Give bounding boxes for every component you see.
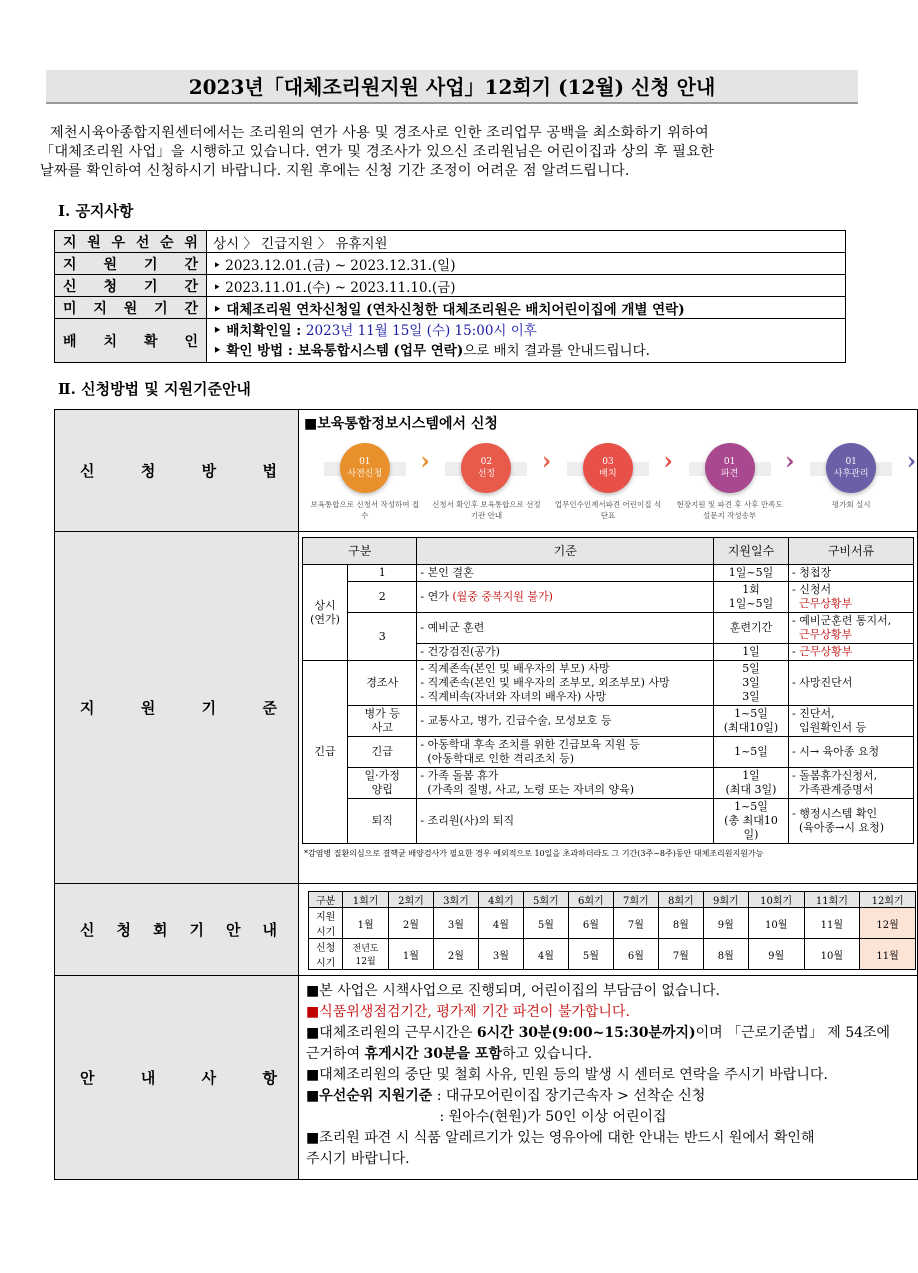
sub-cell: 3 — [348, 613, 417, 661]
schedule-header-cell: 4회기 — [478, 892, 523, 908]
header-category: 구분 — [303, 538, 417, 565]
criteria-cell: - 가족 돌봄 휴가 (가족의 질병, 사고, 노령 또는 자녀의 양육) — [417, 768, 714, 799]
schedule-cell: 11월 — [804, 908, 860, 939]
schedule-cell: 5월 — [568, 939, 613, 970]
note-item-cont: 주시기 바랍니다. — [306, 1151, 410, 1167]
schedule-header-cell: 6회기 — [568, 892, 613, 908]
days-cell: 1회 1일~5일 — [714, 582, 789, 613]
notice-label: 미 지 원 기 간 — [55, 297, 207, 319]
days-cell: 1~5일 (총 최대10일) — [714, 799, 789, 844]
guide-table — [54, 409, 918, 1180]
process-step — [675, 443, 795, 521]
criteria-row — [303, 799, 914, 844]
criteria-row — [303, 582, 914, 613]
schedule-cell: 3월 — [478, 939, 523, 970]
notice-label: 신 청 기 간 — [55, 275, 207, 297]
notice-value: ‣ 2023.11.01.(수) ~ 2023.11.10.(금) — [207, 275, 846, 297]
days-cell: 1일 — [714, 644, 789, 661]
step-description: 신청서 확인후 보육통합으로 선정기관 안내 — [432, 500, 541, 520]
sub-cell: 경조사 — [348, 661, 417, 706]
notice-value: 상시 〉 긴급지원 〉 유휴지원 — [207, 231, 846, 253]
sub-cell: 일·가정 양립 — [348, 768, 417, 799]
process-step — [431, 443, 552, 521]
docs-cell: - 돌봄휴가신청서, 가족관계증명서 — [789, 768, 914, 799]
docs-cell: - 예비군훈련 통지서, 근무상황부 — [789, 613, 914, 644]
notes-label: 안 내 사 항 — [55, 976, 299, 1180]
sub-cell: 1 — [348, 565, 417, 582]
schedule-header-cell: 1회기 — [343, 892, 389, 908]
schedule-cell: 11월 — [860, 939, 916, 970]
schedule-cell: 9월 — [703, 908, 748, 939]
chevron-right-icon: › — [784, 446, 795, 475]
schedule-header-cell: 구분 — [309, 892, 343, 908]
schedule-cell: 9월 — [748, 939, 804, 970]
criteria-row — [303, 565, 914, 582]
schedule-cell: 7월 — [658, 939, 703, 970]
criteria-row — [303, 737, 914, 768]
schedule-header-cell: 7회기 — [613, 892, 658, 908]
docs-cell: - 진단서, 입원확인서 등 — [789, 706, 914, 737]
criteria-cell: - 건강검진(공가) — [417, 644, 714, 661]
note-item: ■우선순위 지원기준 : 대규모어린이집 장기근속자 > 선착순 신청 — [306, 1088, 706, 1104]
header-days: 지원일수 — [714, 538, 789, 565]
schedule-header-cell: 5회기 — [523, 892, 568, 908]
days-cell: 1~5일 — [714, 737, 789, 768]
sub-cell: 2 — [348, 582, 417, 613]
schedule-cell: 12월 — [860, 908, 916, 939]
notice-value: ‣ 대체조리원 연차신청일 (연차신청한 대체조리원은 배치어린이집에 개별 연락) — [207, 297, 846, 319]
category-cell: 상시 (연가) — [303, 565, 348, 661]
criteria-cell: - 연가 (월중 중복지원 불가) — [417, 582, 714, 613]
criteria-cell: - 예비군 훈련 — [417, 613, 714, 644]
schedule-header-cell: 11회기 — [804, 892, 860, 908]
days-cell: 1일 (최대 3일) — [714, 768, 789, 799]
docs-cell: - 시→ 육아종 요청 — [789, 737, 914, 768]
note-item: ■대체조리원의 근무시간은 6시간 30분(9:00~15:30분까지)이며 「근로기준법」 제 54조에 — [306, 1025, 891, 1041]
schedule-cell: 전년도 12월 — [343, 939, 389, 970]
process-step — [796, 443, 917, 521]
criteria-cell: - 아동학대 후속 조치를 위한 긴급보육 지원 등 (아동학대로 인한 격리조치 등) — [417, 737, 714, 768]
process-step — [553, 443, 673, 521]
criteria-table — [302, 537, 914, 844]
header-docs: 구비서류 — [789, 538, 914, 565]
schedule-header-cell: 9회기 — [703, 892, 748, 908]
intro-text: 제천시육아종합지원센터에서는 조리원의 연가 사용 및 경조사로 인한 조리업무 공백을 최소화하기 위하여 「대체조리원 사업」을 시행하고 있습니다. 연가 및 경조사가 있으신 조리원님은 어린이집과 상의 후 필요한 날짜를 확인하여 신청하시기 바랍니다. 지원 후에는 신청 기간 조정이 어려운 점 알려드립니다. — [40, 125, 715, 179]
notice-label: 지 원 우 선 순 위 — [55, 231, 207, 253]
criteria-row — [303, 706, 914, 737]
schedule-cell: 1월 — [388, 939, 433, 970]
process-step — [310, 443, 430, 521]
method-title: ■보육통합정보시스템에서 신청 — [304, 416, 498, 432]
notice-table — [54, 230, 846, 363]
step-circle: 01 사후관리 — [826, 443, 876, 493]
chevron-right-icon: › — [541, 446, 552, 475]
step-circle: 03 배치 — [583, 443, 633, 493]
days-cell: 1~5일 (최대10일) — [714, 706, 789, 737]
note-item-cont: : 원아수(현원)가 50인 이상 어린이집 — [306, 1109, 667, 1125]
schedule-support-row — [309, 908, 916, 939]
schedule-cell: 4월 — [478, 908, 523, 939]
note-item: ■대체조리원의 중단 및 철회 사유, 민원 등의 발생 시 센터로 연락을 주시기 바랍니다. — [306, 1067, 828, 1083]
schedule-cell: 2월 — [433, 939, 478, 970]
days-cell: 훈련기간 — [714, 613, 789, 644]
criteria-row — [303, 613, 914, 644]
notes-list — [300, 977, 916, 1170]
schedule-cell: 10월 — [804, 939, 860, 970]
schedule-row-label: 지원 시기 — [309, 908, 343, 939]
criteria-cell: - 본인 결혼 — [417, 565, 714, 582]
docs-cell: - 사망진단서 — [789, 661, 914, 706]
schedule-cell: 5월 — [523, 908, 568, 939]
process-steps — [300, 443, 916, 521]
schedule-row-label: 신청 시기 — [309, 939, 343, 970]
docs-cell: - 행정시스템 확인 (육아종→시 요청) — [789, 799, 914, 844]
schedule-header-cell: 8회기 — [658, 892, 703, 908]
criteria-cell: - 조리원(사)의 퇴직 — [417, 799, 714, 844]
docs-cell: - 근무상황부 — [789, 644, 914, 661]
step-description: 업무인수인계서파견 어린이집 식단표 — [554, 500, 662, 520]
docs-cell: - 신청서 근무상황부 — [789, 582, 914, 613]
section-1-title: Ⅰ. 공지사항 — [58, 202, 134, 220]
method-label: 신 청 방 법 — [55, 410, 299, 532]
chevron-right-icon: › — [906, 446, 917, 475]
notice-value: ‣ 2023.12.01.(금) ~ 2023.12.31.(일) — [207, 253, 846, 275]
step-circle: 01 파견 — [705, 443, 755, 493]
criteria-cell: - 교통사고, 병가, 긴급수술, 모성보호 등 — [417, 706, 714, 737]
days-cell: 5일 3일 3일 — [714, 661, 789, 706]
note-item: ■조리원 파견 시 식품 알레르기가 있는 영유아에 대한 안내는 반드시 원에서 확인해 — [306, 1130, 815, 1146]
notice-label: 지 원 기 간 — [55, 253, 207, 275]
schedule-header-cell: 2회기 — [388, 892, 433, 908]
notice-row — [55, 253, 846, 275]
criteria-row — [303, 768, 914, 799]
category-cell: 긴급 — [303, 661, 348, 844]
step-circle: 02 선정 — [461, 443, 511, 493]
note-item-cont: 근거하여 휴게시간 30분을 포함하고 있습니다. — [306, 1046, 593, 1062]
sub-cell: 긴급 — [348, 737, 417, 768]
notice-row — [55, 297, 846, 319]
days-cell: 1일~5일 — [714, 565, 789, 582]
chevron-right-icon: › — [663, 446, 673, 475]
schedule-cell: 6월 — [613, 939, 658, 970]
step-description: 현장지원 및 파견 후 사후 만족도 설문지 작성송부 — [676, 500, 783, 520]
schedule-header-cell: 10회기 — [748, 892, 804, 908]
schedule-cell: 4월 — [523, 939, 568, 970]
schedule-cell: 1월 — [343, 908, 389, 939]
notice-value: ‣ 배치확인일 : 2023년 11월 15일 (수) 15:00시 이후 ‣ 확인 방법 : 보육통합시스템 (업무 연락)으로 배치 결과를 안내드립니다. — [207, 319, 846, 363]
notice-label: 배 치 확 인 — [55, 319, 207, 363]
criteria-cell: - 직계존속(본인 및 배우자의 부모) 사망 - 직계존속(본인 및 배우자의 조부모, 외조부모) 사망 - 직계비속(자녀와 자녀의 배우자) 사망 — [417, 661, 714, 706]
schedule-cell: 10월 — [748, 908, 804, 939]
criteria-row — [303, 661, 914, 706]
schedule-cell: 2월 — [388, 908, 433, 939]
notice-row — [55, 231, 846, 253]
schedule-apply-row — [309, 939, 916, 970]
step-circle: 01 사전신청 — [340, 443, 390, 493]
chevron-right-icon: › — [420, 446, 430, 475]
notice-row — [55, 275, 846, 297]
schedule-cell: 7월 — [613, 908, 658, 939]
header-criteria: 기준 — [417, 538, 714, 565]
schedule-cell: 8월 — [703, 939, 748, 970]
schedule-table — [308, 891, 916, 970]
sub-cell: 병가 등 사고 — [348, 706, 417, 737]
note-item-warning: ■식품위생점검기간, 평가제 기간 파견이 불가합니다. — [306, 1004, 630, 1020]
schedule-header-cell: 3회기 — [433, 892, 478, 908]
criteria-note: *감염병 질환의심으로 결핵균 배양검사가 필요한 경우 예외적으로 10일을 초과하더라도 그 기간(3주~8주)동안 대체조리원지원가능 — [304, 849, 764, 858]
schedule-header-row — [309, 892, 916, 908]
docs-cell: - 청첩장 — [789, 565, 914, 582]
schedule-cell: 8월 — [658, 908, 703, 939]
schedule-label: 신 청 회 기 안 내 — [55, 884, 299, 976]
step-description: 평가회 실시 — [831, 500, 871, 509]
step-description: 보육통합으로 신청서 작성하여 접수 — [310, 500, 420, 520]
schedule-cell: 3월 — [433, 908, 478, 939]
schedule-header-cell: 12회기 — [860, 892, 916, 908]
section-2-title: Ⅱ. 신청방법 및 지원기준안내 — [58, 380, 251, 398]
note-item: ■본 사업은 시책사업으로 진행되며, 어린이집의 부담금이 없습니다. — [306, 983, 720, 999]
schedule-cell: 6월 — [568, 908, 613, 939]
page-title: 2023년「대체조리원지원 사업」12회기 (12월) 신청 안내 — [46, 70, 858, 104]
criteria-label: 지 원 기 준 — [55, 532, 299, 884]
notice-row — [55, 319, 846, 363]
sub-cell: 퇴직 — [348, 799, 417, 844]
